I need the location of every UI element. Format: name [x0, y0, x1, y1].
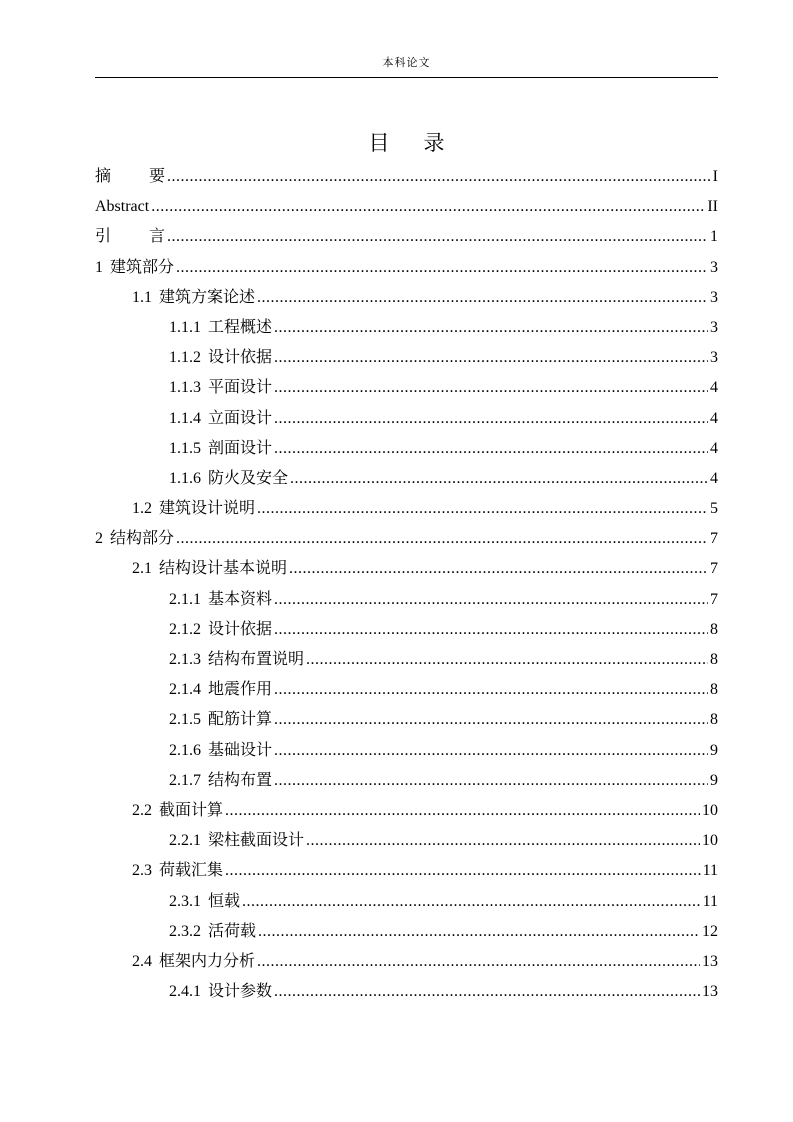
toc-entry[interactable] [95, 826, 718, 856]
toc-entry-number: 2.1.1 [169, 590, 201, 608]
toc-dot-leader [242, 887, 701, 917]
toc-dot-leader [274, 313, 708, 343]
toc-entry-number: 1.1.1 [169, 318, 201, 336]
toc-dot-leader [167, 162, 711, 192]
toc-page-number: 9 [710, 741, 718, 759]
toc-entry-number: 1.1.3 [169, 379, 201, 397]
toc-entry-label: 荷载汇集 [159, 862, 224, 880]
toc-page-number: 10 [702, 832, 718, 850]
toc-entry[interactable] [95, 343, 718, 373]
title-char-2: 录 [423, 131, 445, 155]
toc-page-number: 7 [710, 590, 718, 608]
toc-page-number: 3 [710, 349, 718, 367]
toc-entry-label: 设计参数 [208, 983, 273, 1001]
toc-entry-label-part: 引 [95, 228, 112, 246]
toc-entry-number: 2.2 [132, 801, 152, 819]
toc-dot-leader [274, 373, 708, 403]
toc-page-number: 11 [702, 862, 718, 880]
toc-dot-leader [289, 554, 708, 584]
toc-dot-leader [274, 585, 708, 615]
toc-entry-number: 2.3.1 [169, 892, 201, 910]
toc-entry-label-part: 要 [149, 168, 166, 185]
toc-entry-label: 平面设计 [208, 379, 273, 397]
toc-entry-number: 2.2.1 [169, 832, 201, 850]
toc-page-number: 7 [710, 560, 718, 578]
toc-entry-number: 2.1.4 [169, 681, 201, 699]
toc-entry-label: 结构部分 [110, 530, 175, 548]
toc-entry-number: 1 [95, 258, 103, 276]
toc-entry-label: 剖面设计 [208, 439, 273, 457]
toc-entry-label: 设计依据 [208, 620, 273, 638]
toc-entry-number: 2 [95, 530, 103, 548]
toc-page-number: 8 [710, 651, 718, 668]
toc-dot-leader [306, 645, 708, 675]
toc-entry-label: 恒载 [208, 892, 241, 910]
toc-entry-label: 防火及安全 [208, 469, 289, 487]
toc-entry[interactable] [95, 162, 718, 192]
toc-page-number: 8 [710, 620, 718, 638]
toc-dot-leader [274, 404, 708, 434]
toc-dot-leader [274, 766, 708, 796]
toc-page-number: 11 [702, 892, 718, 910]
toc-dot-leader [257, 283, 708, 313]
toc-page-number: 3 [710, 288, 718, 306]
toc-page-number: 3 [710, 318, 718, 336]
toc-entry-label: Abstract [95, 198, 150, 216]
toc-page-number: 13 [702, 952, 718, 970]
toc-dot-leader [274, 615, 708, 645]
title-char-1: 目 [368, 131, 390, 155]
toc-page-number: 4 [710, 409, 718, 427]
toc-entry[interactable] [95, 615, 718, 645]
toc-entry[interactable] [95, 404, 718, 434]
toc-entry-label: 设计依据 [208, 349, 273, 367]
toc-entry-label: 梁柱截面设计 [208, 832, 305, 850]
toc-dot-leader [257, 494, 708, 524]
toc-page-number: 4 [710, 439, 718, 457]
toc-page-number: 8 [710, 681, 718, 699]
toc-page-number: 13 [702, 983, 718, 1001]
toc-entry-label: 结构设计基本说明 [159, 560, 288, 578]
toc-page-number: 1 [710, 228, 718, 246]
toc-entry[interactable] [95, 947, 718, 977]
toc-entry-number: 2.3 [132, 862, 152, 880]
toc-entry-number: 1.1 [132, 288, 152, 306]
table-of-contents [95, 162, 718, 1007]
toc-entry-label: 截面计算 [159, 801, 224, 819]
toc-entry-number: 2.1.2 [169, 620, 201, 638]
toc-page-number: II [707, 198, 718, 216]
toc-entry[interactable] [95, 705, 718, 735]
toc-dot-leader [258, 917, 700, 947]
toc-entry-label: 结构布置说明 [208, 651, 305, 668]
toc-page-number: 3 [710, 258, 718, 276]
toc-entry-label: 活荷载 [208, 922, 257, 940]
toc-entry[interactable] [95, 887, 718, 917]
page-title [95, 129, 718, 157]
toc-entry-label [95, 222, 165, 252]
toc-page-number: I [712, 168, 718, 185]
toc-entry-number: 2.4.1 [169, 983, 201, 1001]
toc-dot-leader [290, 464, 708, 494]
toc-dot-leader [274, 736, 708, 766]
toc-entry-label [95, 162, 165, 192]
toc-entry[interactable] [95, 192, 718, 222]
toc-entry-label: 地震作用 [208, 681, 273, 699]
toc-dot-leader [151, 192, 705, 222]
toc-entry-label: 基础设计 [208, 741, 273, 759]
toc-entry[interactable] [95, 253, 718, 283]
toc-dot-leader [225, 856, 701, 886]
toc-page-number: 8 [710, 711, 718, 729]
toc-dot-leader [274, 343, 708, 373]
toc-entry-number: 1.1.2 [169, 349, 201, 367]
toc-entry-number: 1.1.6 [169, 469, 201, 487]
toc-entry-number: 2.1.7 [169, 771, 201, 789]
toc-entry[interactable] [95, 736, 718, 766]
toc-page-number: 9 [710, 771, 718, 789]
toc-entry[interactable] [95, 856, 718, 886]
toc-page-number: 7 [710, 530, 718, 548]
toc-entry-number: 2.4 [132, 952, 152, 970]
toc-entry-label: 结构布置 [208, 771, 273, 789]
toc-entry-number: 1.1.5 [169, 439, 201, 457]
toc-entry[interactable] [95, 222, 718, 252]
toc-entry-number: 1.1.4 [169, 409, 201, 427]
toc-entry[interactable] [95, 283, 718, 313]
toc-dot-leader [274, 675, 708, 705]
toc-entry-number: 2.3.2 [169, 922, 201, 940]
toc-dot-leader [176, 524, 708, 554]
toc-page-number: 10 [702, 801, 718, 819]
toc-entry[interactable] [95, 373, 718, 403]
toc-entry[interactable] [95, 645, 718, 675]
toc-entry[interactable] [95, 313, 718, 343]
toc-entry-number: 2.1.3 [169, 651, 201, 668]
toc-entry[interactable] [95, 524, 718, 554]
toc-entry[interactable] [95, 585, 718, 615]
toc-entry[interactable] [95, 977, 718, 1007]
toc-dot-leader [225, 796, 700, 826]
toc-entry-label-part: 摘 [95, 168, 112, 185]
toc-dot-leader [257, 947, 700, 977]
toc-page-number: 5 [710, 500, 718, 518]
toc-dot-leader [274, 977, 700, 1007]
toc-page-number: 12 [702, 922, 718, 940]
toc-entry-label: 配筋计算 [208, 711, 273, 729]
toc-entry[interactable] [95, 796, 718, 826]
toc-entry[interactable] [95, 494, 718, 524]
toc-entry-label: 建筑设计说明 [159, 500, 256, 518]
toc-dot-leader [274, 705, 708, 735]
toc-entry[interactable] [95, 554, 718, 584]
toc-dot-leader [167, 222, 708, 252]
toc-page-number: 4 [710, 379, 718, 397]
toc-entry[interactable] [95, 464, 718, 494]
toc-page-number: 4 [710, 469, 718, 487]
toc-entry-label-part: 言 [149, 228, 166, 246]
toc-entry-label: 立面设计 [208, 409, 273, 427]
toc-entry-number: 2.1.5 [169, 711, 201, 729]
header-rule [95, 77, 718, 78]
running-header: 本科论文 [382, 57, 431, 69]
toc-entry-label: 工程概述 [208, 318, 273, 336]
toc-entry[interactable] [95, 766, 718, 796]
toc-entry-label: 基本资料 [208, 590, 273, 608]
toc-entry[interactable] [95, 434, 718, 464]
toc-dot-leader [274, 434, 708, 464]
toc-entry-number: 2.1.6 [169, 741, 201, 759]
toc-dot-leader [306, 826, 700, 856]
toc-entry-number: 2.1 [132, 560, 152, 578]
toc-dot-leader [176, 253, 708, 283]
toc-entry-label: 建筑方案论述 [159, 288, 256, 306]
toc-entry-number: 1.2 [132, 500, 152, 518]
toc-entry[interactable] [95, 917, 718, 947]
toc-entry-label: 建筑部分 [110, 258, 175, 276]
toc-entry[interactable] [95, 675, 718, 705]
toc-entry-label: 框架内力分析 [159, 952, 256, 970]
